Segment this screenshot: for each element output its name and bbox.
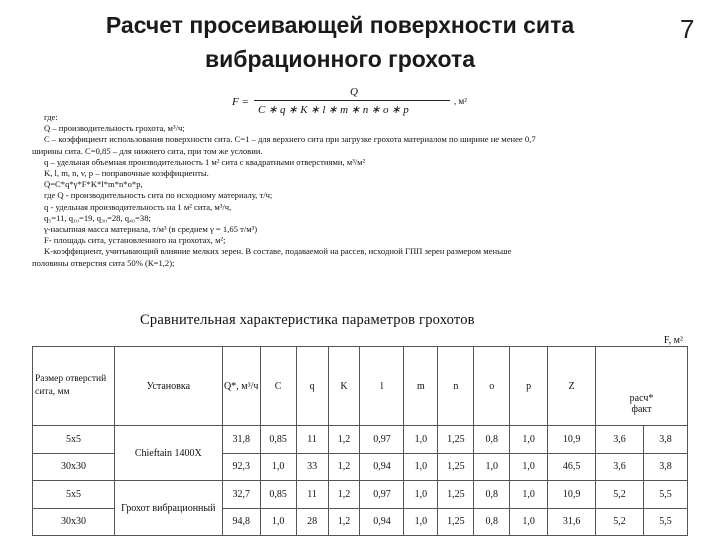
text-line: Q=C*q*γ*F*K*l*m*n*o*p, [44, 179, 143, 190]
table-row [33, 426, 688, 454]
header-q-capacity: Q*, м³/ч [222, 347, 260, 426]
header-k: K [328, 347, 360, 426]
cell-c: 1,0 [260, 453, 296, 481]
header-q: q [296, 347, 328, 426]
cell-k: 1,2 [328, 453, 360, 481]
cell-q: 11 [296, 426, 328, 454]
header-f-fact: факт [631, 404, 652, 415]
header-z: Z [548, 347, 596, 426]
cell-l: 0,97 [360, 426, 404, 454]
text-line: q₅=11, q₁₀=19, q₃₀=28, q₄₀=38; [44, 212, 151, 223]
header-c: C [260, 347, 296, 426]
cell-f-fact: 5,5 [643, 508, 687, 536]
cell-size: 30х30 [33, 453, 115, 481]
cell-c: 1,0 [260, 508, 296, 536]
text-line: K, l, m, n, v, p – поправочные коэффициенты. [44, 168, 209, 179]
cell-p: 1,0 [510, 453, 548, 481]
cell-n: 1,25 [438, 481, 474, 509]
cell-l: 0,94 [360, 508, 404, 536]
cell-f-calc: 5,2 [596, 508, 644, 536]
cell-f-fact: 3,8 [643, 426, 687, 454]
cell-p: 1,0 [510, 426, 548, 454]
header-l: l [360, 347, 404, 426]
cell-p: 1,0 [510, 481, 548, 509]
cell-size: 5х5 [33, 426, 115, 454]
explanation-text [32, 112, 692, 269]
text-line: q - удельная производительность на 1 м² сита, м³/ч, [44, 201, 232, 212]
cell-k: 1,2 [328, 481, 360, 509]
text-line: F- площадь сита, установленного на грохотах, м²; [44, 235, 226, 246]
cell-m: 1,0 [404, 508, 438, 536]
cell-f-fact: 3,8 [643, 453, 687, 481]
cell-l: 0,94 [360, 453, 404, 481]
cell-c: 0,85 [260, 481, 296, 509]
cell-m: 1,0 [404, 481, 438, 509]
cell-m: 1,0 [404, 426, 438, 454]
cell-install: Грохот вибрационный [114, 481, 222, 536]
cell-o: 0,8 [474, 481, 510, 509]
text-line: γ-насыпная масса материала, т/м³ (в среднем γ = 1,65 т/м³) [44, 224, 258, 235]
cell-f-calc: 3,6 [596, 453, 644, 481]
cell-z: 10,9 [548, 426, 596, 454]
header-size: Размер отверстий сита, мм [33, 347, 115, 426]
comparison-table [32, 335, 688, 536]
header-m: m [404, 347, 438, 426]
text-line: ширины сита. С=0,85 – для нижнего сита, при том же условии. [32, 145, 263, 156]
cell-size: 5х5 [33, 481, 115, 509]
cell-n: 1,25 [438, 426, 474, 454]
formula-numerator: Q [350, 86, 358, 98]
cell-k: 1,2 [328, 426, 360, 454]
text-line: где Q - производительность сита по исходному материалу, т/ч; [44, 190, 273, 201]
cell-q: 28 [296, 508, 328, 536]
header-f-calc: расч* [629, 393, 654, 404]
header-f-group-label: F, м² [663, 335, 683, 346]
text-line: половины отверстия сита 50% (К=1,2); [32, 257, 175, 268]
cell-c: 0,85 [260, 426, 296, 454]
cell-q-capacity: 92,3 [222, 453, 260, 481]
cell-size: 30х30 [33, 508, 115, 536]
formula-unit: , м² [454, 96, 467, 106]
cell-p: 1,0 [510, 508, 548, 536]
cell-q-capacity: 31,8 [222, 426, 260, 454]
slide-number: 7 [680, 14, 695, 44]
text-line: K-коэффициент, учитывающий влияние мелких зерен. В составе, подаваемой на рассев, исходной ГПП зерен размером меньше [44, 246, 512, 257]
cell-n: 1,25 [438, 508, 474, 536]
cell-m: 1,0 [404, 453, 438, 481]
cell-o: 1,0 [474, 453, 510, 481]
cell-o: 0,8 [474, 426, 510, 454]
cell-q: 11 [296, 481, 328, 509]
header-install: Установка [114, 347, 222, 426]
text-line: Q – производительность грохота, м³/ч; [44, 123, 185, 134]
text-line: q – удельная объемная производительность 1 м² сита с квадратными отверстиями, м³/м² [44, 156, 366, 167]
cell-n: 1,25 [438, 453, 474, 481]
header-p: p [510, 347, 548, 426]
table-caption: Сравнительная характеристика параметров грохотов [140, 312, 475, 328]
cell-q-capacity: 94,8 [222, 508, 260, 536]
cell-q-capacity: 32,7 [222, 481, 260, 509]
cell-k: 1,2 [328, 508, 360, 536]
header-o: o [474, 347, 510, 426]
slide-title: Расчет просеивающей поверхности сита вибрационного грохота [105, 12, 575, 72]
text-line: где: [44, 112, 58, 122]
cell-q: 33 [296, 453, 328, 481]
cell-l: 0,97 [360, 481, 404, 509]
formula-denominator: C ∗ q ∗ K ∗ l ∗ m ∗ n ∗ o ∗ p [258, 104, 409, 116]
cell-z: 46,5 [548, 453, 596, 481]
cell-o: 0,8 [474, 508, 510, 536]
cell-f-fact: 5,5 [643, 481, 687, 509]
fraction-bar [254, 100, 450, 101]
formula-lhs: F = [232, 96, 249, 108]
cell-z: 31,6 [548, 508, 596, 536]
table-row [33, 481, 688, 509]
table-header-row [33, 347, 688, 426]
cell-f-calc: 3,6 [596, 426, 644, 454]
cell-z: 10,9 [548, 481, 596, 509]
cell-install: Chieftain 1400X [114, 426, 222, 481]
text-line: С – коэффициент использования поверхности сита. С=1 – для верхнего сита при загрузке грохота материалом по ширине не менее 0,7 [44, 134, 536, 145]
header-n: n [438, 347, 474, 426]
cell-f-calc: 5,2 [596, 481, 644, 509]
header-f-group [596, 335, 688, 426]
